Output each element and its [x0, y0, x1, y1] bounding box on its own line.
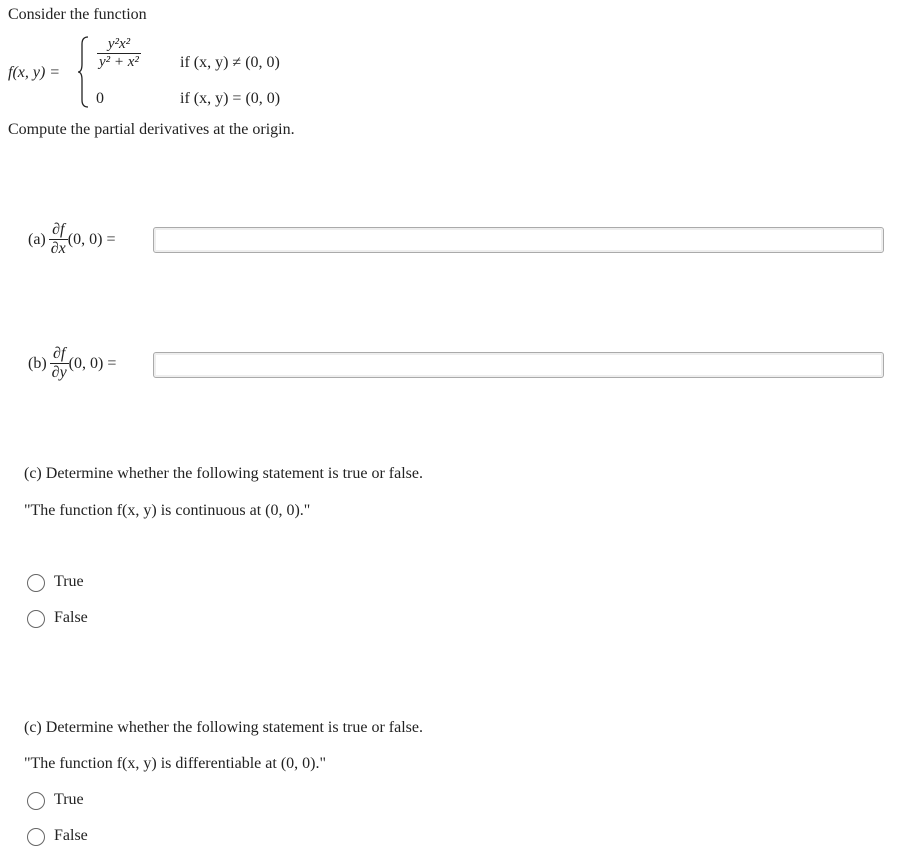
part-a-numerator: ∂f — [52, 221, 65, 238]
part-b-point: (0, 0) = — [68, 354, 117, 372]
part-c1-true-radio[interactable] — [27, 574, 45, 592]
part-b-answer-field[interactable] — [153, 352, 884, 378]
part-c2-prompt: (c) Determine whether the following statement is true or false. — [24, 719, 423, 736]
case1-fraction — [97, 37, 141, 70]
part-c2-statement: "The function f(x, y) is differentiable at (0, 0)." — [24, 755, 326, 772]
part-c1-false-label[interactable]: False — [54, 609, 88, 626]
case2-value: 0 — [96, 90, 104, 107]
part-a-answer-input[interactable] — [154, 228, 883, 252]
part-c2-true-label[interactable]: True — [54, 791, 84, 808]
part-b-numerator: ∂f — [52, 345, 66, 362]
part-a-expression — [28, 222, 115, 257]
part-b-expression — [28, 346, 116, 381]
part-c2-true-radio[interactable] — [27, 792, 45, 810]
part-b-answer-input[interactable] — [154, 353, 883, 377]
part-a-label: (a) — [28, 230, 46, 248]
part-c2-false-label[interactable]: False — [54, 827, 88, 844]
part-c1-prompt: (c) Determine whether the following statement is true or false. — [24, 465, 423, 482]
instruction-text: Compute the partial derivatives at the origin. — [8, 121, 295, 138]
part-b-label: (b) — [28, 354, 47, 372]
function-lhs: f(x, y) = — [8, 64, 61, 81]
case2-condition: if (x, y) = (0, 0) — [180, 90, 281, 107]
part-c1-false-radio[interactable] — [27, 610, 45, 628]
part-c1-true-label[interactable]: True — [54, 573, 84, 590]
case1-denominator: y² + x² — [99, 54, 139, 70]
part-c1-statement: "The function f(x, y) is continuous at (0, 0)." — [24, 502, 311, 519]
intro-text: Consider the function — [8, 6, 147, 23]
case1-condition: if (x, y) ≠ (0, 0) — [180, 54, 280, 71]
part-a-point: (0, 0) = — [67, 230, 116, 248]
part-a-answer-field[interactable] — [153, 227, 884, 253]
case1-numerator: y²x² — [107, 36, 131, 52]
part-a-denominator: ∂x — [50, 240, 66, 257]
left-brace-icon — [77, 36, 89, 108]
part-c2-false-radio[interactable] — [27, 828, 45, 846]
part-b-denominator: ∂y — [51, 364, 67, 381]
